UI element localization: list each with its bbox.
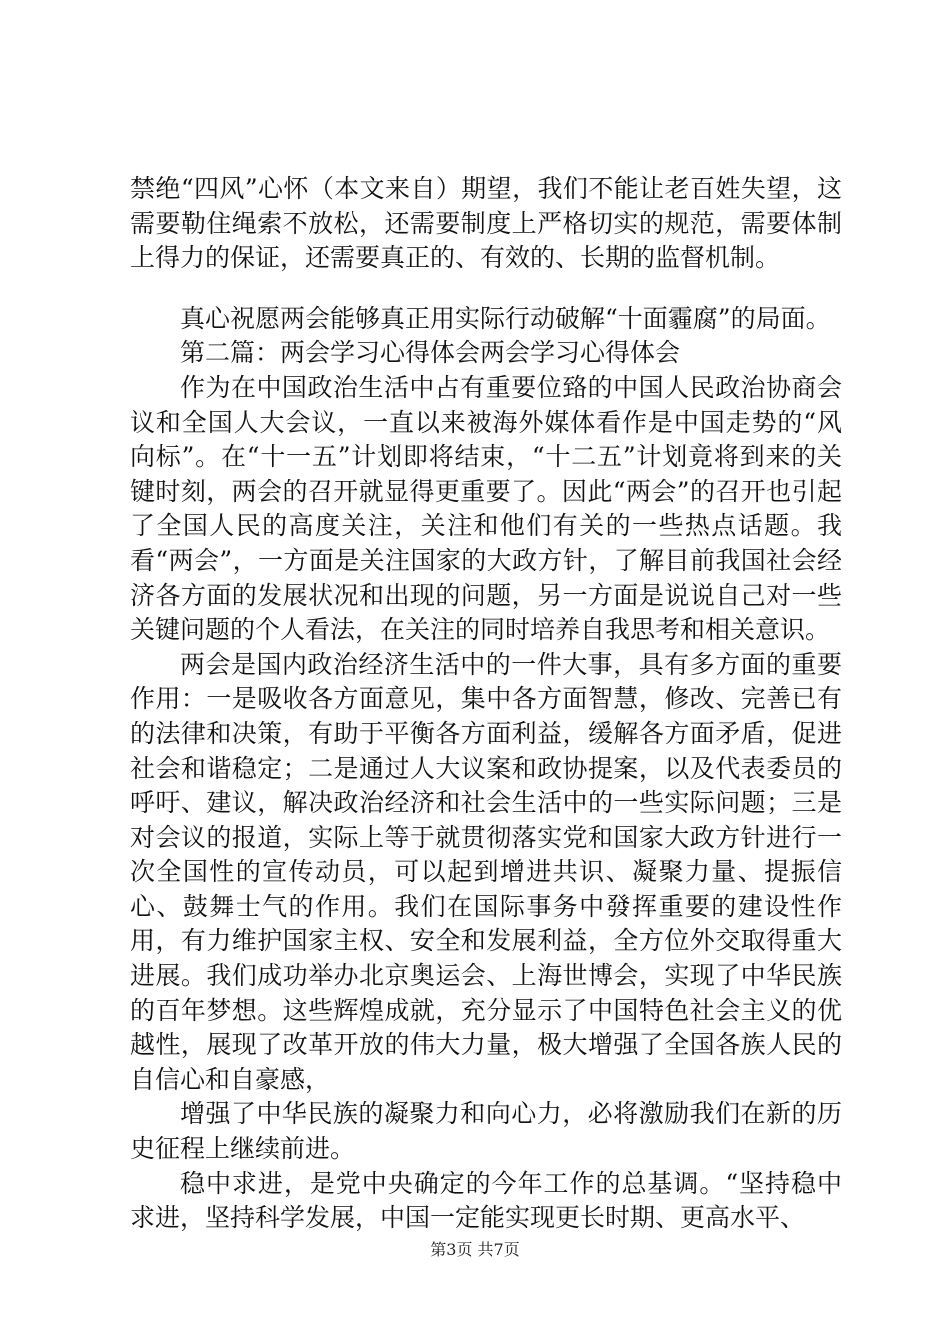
paragraph-1: 禁绝“四风”心怀（本文来自）期望，我们不能让老百姓失望，这需要勒住绳索不放松，还需要制度上严格切实的规范，需要体制上得力的保证，还需要真正的、有效的、长期的监督机制。 [130,174,842,273]
paragraph-2: 真心祝愿两会能够真正用实际行动破解“十面霾腐”的局面。 [180,303,831,333]
section-heading: 第二篇：两会学习心得体会两会学习心得体会 [180,338,681,368]
paragraph-4: 两会是国内政治经济生活中的一件大事，具有多方面的重要作用：一是吸收各方面意见，集中各方面智慧，修改、完善已有的法律和决策，有助于平衡各方面利益，缓解各方面矛盾，促进社会和谐稳定；二是通过人大议案和政协提案，以及代表委员的呼吁、建议，解决政治经济和社会生活中的一些实际问题；三是对会议的报道，实际上等于就贯彻落实党和国家大政方针进行一次全国性的宣传动员，可以起到增进共识、凝聚力量、提振信心、鼓舞士气的作用。我们在国际事务中發挥重要的建设性作用，有力维护国家主权、安全和发展利益，全方位外交取得重大进展。我们成功举办北京奥运会、上海世博会，实现了中华民族的百年梦想。这些辉煌成就，充分显示了中国特色社会主义的优越性，展现了改革开放的伟大力量，极大增强了全国各族人民的自信心和自豪感， [130,649,842,1094]
paragraph-6: 稳中求进，是党中央确定的今年工作的总基调。“坚持稳中求进，坚持科学发展，中国一定能实现更长时期、更高水平、 [130,1168,842,1233]
paragraph-3: 作为在中国政治生活中占有重要位臵的中国人民政治协商会议和全国人大会议，一直以来被海外媒体看作是中国走势的“风向标”。在“十一五”计划即将结束，“十二五”计划竟将到来的关键时刻，两会的召开就显得更重要了。因此“两会”的召开也引起了全国人民的高度关注，关注和他们有关的一些热点话题。我看“两会”，一方面是关注国家的大政方针，了解目前我国社会经济各方面的发展状况和出现的问题，另一方面是说说自己对一些关键问题的个人看法，在关注的同时培养自我思考和相关意识。 [130,372,842,645]
page-footer: 第3页 共7页 [430,1240,520,1259]
document-body [130,172,842,1236]
paragraph-5: 增强了中华民族的凝聚力和向心力，必将激励我们在新的历史征程上继续前进。 [130,1099,842,1164]
